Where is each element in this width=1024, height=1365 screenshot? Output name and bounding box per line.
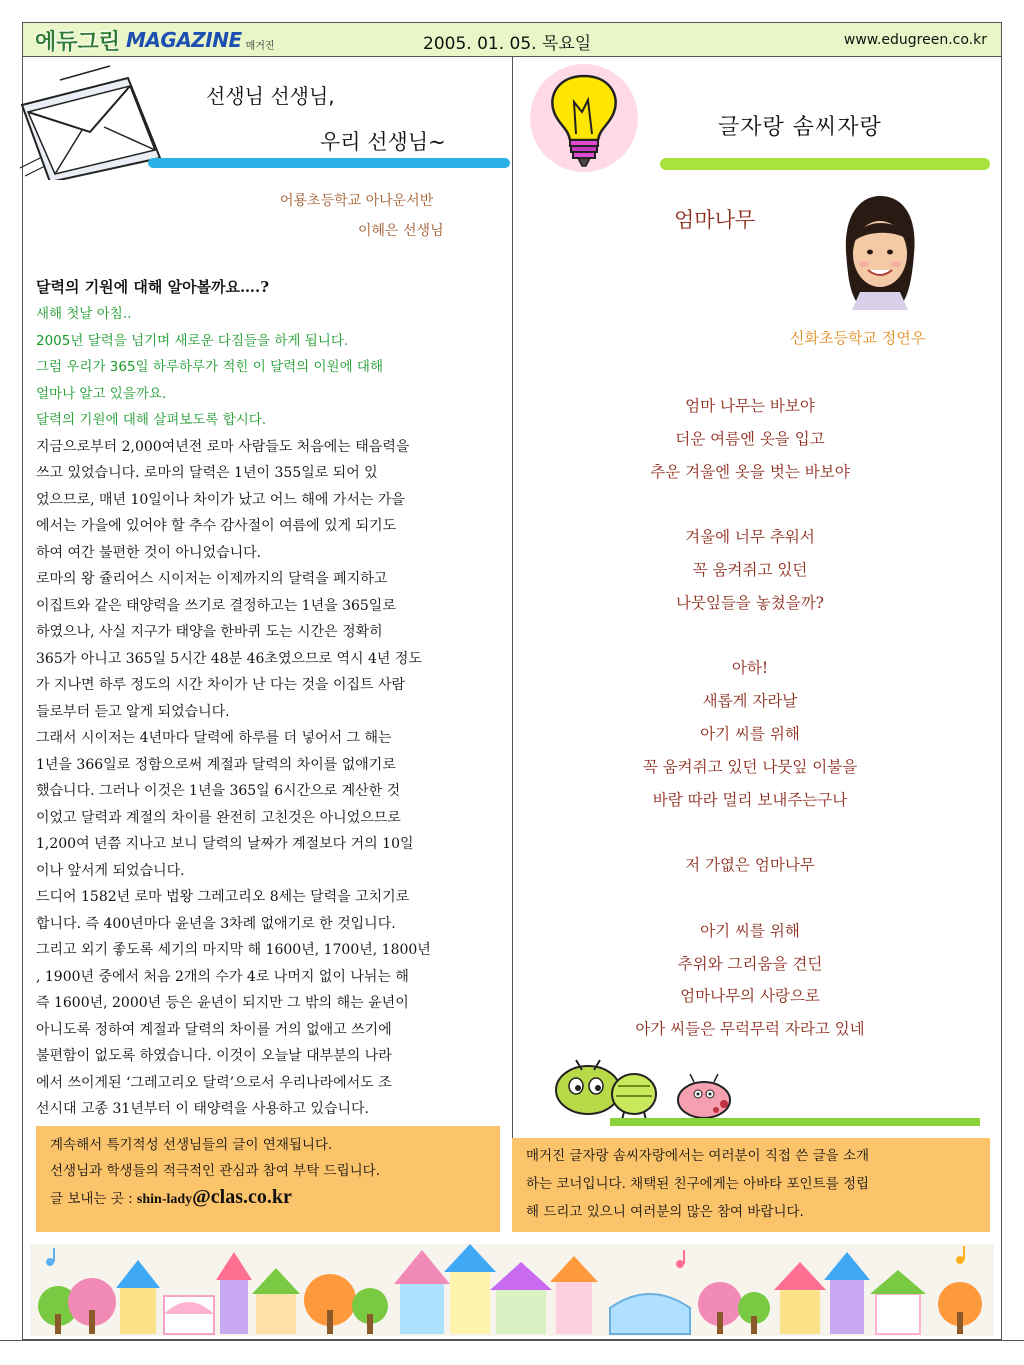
logo-magazine: MAGAZINE [126,28,242,52]
article-title: 달력의 기원에 대해 알아볼까요….? [36,278,270,296]
poem-line: 엄마 나무는 바보야 [685,397,815,415]
poem-line: 더운 여름엔 옷을 입고 [675,429,825,448]
lightbulb-icon [528,62,640,174]
logo-brand: 에듀그린 [35,29,121,55]
teacher-notice-box [36,1126,500,1232]
bottom-rule [0,1340,1024,1341]
body-line: 이었고 달력과 계절의 차이를 완전히 고친것은 아니었으므로 [36,809,401,826]
column-title-line2: 우리 선생님~ [320,130,446,154]
body-line: 했습니다. 그러나 이것은 1년을 365일 6시간으로 계산한 것 [36,783,401,799]
body-line: 에서 쓰이게된 ‘그레고리오 달력’으로서 우리나라에서도 조 [36,1074,392,1091]
poem-line: 엄마나무의 사랑으로 [680,987,820,1006]
body-line: 1년을 366일로 정함으로써 계절과 달력의 차이를 없애기로 [36,756,396,773]
author-name: 이혜은 선생님 [358,223,444,239]
mail-domain[interactable]: @clas.co.kr [192,1186,292,1208]
poem-line: 아가 씨들은 무럭무럭 자라고 있네 [635,1020,865,1039]
body-line: 쓰고 있었습니다. 로마의 달력은 1년이 355일로 되어 있 [36,465,378,481]
intro-line: 얼마나 알고 있을까요. [36,385,167,402]
fairytale-town-banner [30,1244,994,1336]
intro-line: 그럼 우리가 365일 하루하루가 적힌 이 달력의 이원에 대해 [36,359,383,375]
grass-strip [610,1118,980,1126]
body-line: 에서는 가을에 있어야 할 추수 감사절이 여름에 있게 되기도 [36,518,397,534]
poem-line: 꼭 움켜쥐고 있던 나뭇잎 이불을 [642,757,858,776]
site-url[interactable]: www.edugreen.co.kr [843,32,987,48]
body-line: 365가 아니고 365일 5시간 48분 46초였으므로 역시 4년 정도 [36,650,422,667]
body-line: 합니다. 즉 400년마다 윤년을 3차례 없애기로 한 것입니다. [36,915,396,932]
body-line: 그래서 시이저는 4년마다 달력에 하루를 더 넣어서 그 해는 [36,730,392,746]
mail-label: 글 보내는 곳 : [50,1191,137,1207]
body-line: 드디어 1582년 로마 법왕 그레고리오 8세는 달력을 고치기로 [36,889,410,905]
title-underline [148,158,510,168]
body-line: 지금으로부터 2,000여년전 로마 사람들도 처음에는 태음력을 [36,438,410,455]
poem-line: 추위와 그리움을 견딘 [677,954,823,973]
notice-line: 해 드리고 있으니 여러분의 많은 참여 바랍니다. [526,1204,804,1220]
body-line: 가 지나면 하루 정도의 시간 차이가 난 다는 것을 이집트 사람 [36,677,406,693]
body-line: 아니도록 정하여 계절과 달력의 차이를 거의 없애고 쓰기에 [36,1021,392,1038]
notice-line: 계속해서 특기적성 선생님들의 글이 연재됩니다. [50,1137,333,1153]
body-line: 하여 여간 불편한 것이 아니었습니다. [36,544,262,561]
title-underline [660,158,990,170]
intro-line: 새해 첫날 아침.. [36,306,132,322]
poem-line: 아하! [731,659,769,678]
poem-line: 아기 씨를 위해 [700,724,800,743]
column-divider [512,57,513,1149]
poem-line: 꼭 움켜쥐고 있던 [692,560,808,579]
section-title: 글자랑 솜씨자랑 [718,115,882,140]
poem-line [520,620,980,653]
notice-mail [50,1184,486,1213]
poet-name: 신화초등학교 정연우 [790,329,926,347]
intro-line: 달력의 기원에 대해 살펴보도록 합시다. [36,412,267,428]
column-title-line1: 선생님 선생님, [206,84,335,108]
bugs-illustration [548,1046,748,1122]
body-line: 즉 1600년, 2000년 등은 윤년이 되지만 그 밖의 해는 윤년이 [36,995,409,1011]
poem-title: 엄마나무 [674,208,756,232]
notice-line: 하는 코너입니다. 채택된 친구에게는 아바타 포인트를 정립 [526,1176,870,1192]
body-line: , 1900년 중에서 처음 2개의 수가 4로 나머지 없이 나뉘는 해 [36,968,409,985]
student-photo [838,192,922,310]
poem-line: 아기 씨를 위해 [700,921,800,940]
poem-line [520,488,980,521]
body-line: 었으므로, 매년 10일이나 차이가 났고 어느 해에 가서는 가을 [36,491,405,508]
body-line: 들로부터 듣고 알게 되었습니다. [36,703,230,720]
poem-line: 바람 따라 멀리 보내주는구나 [652,790,848,809]
poem-line: 새롭게 자라날 [702,692,798,711]
body-line: 하였으나, 사실 지구가 태양을 한바퀴 도는 시간은 정확히 [36,624,383,640]
poem-line: 저 가엾은 엄마나무 [685,856,815,875]
mail-user[interactable]: shin-lady [136,1192,193,1207]
body-line: 선시대 고종 31년부터 이 태양력을 사용하고 있습니다. [36,1101,369,1117]
contest-notice-box [512,1138,990,1232]
poem-line [520,816,980,849]
body-line: 그리고 외기 좋도록 세기의 마지막 해 1600년, 1700년, 1800년 [36,942,431,958]
poem-line: 나뭇잎들을 놓쳤을까? [676,593,824,612]
body-line: 1,200여 년쯤 지나고 보니 달력의 날짜가 계절보다 거의 10일 [36,836,414,852]
logo-sub: 매거진 [245,40,275,52]
body-line: 불편함이 없도록 하였습니다. 이것이 오늘날 대부분의 나라 [36,1048,392,1064]
issue-date: 2005. 01. 05. 목요일 [423,34,592,54]
poem-body [520,390,980,1046]
intro-line: 2005년 달력을 넘기며 새로운 다짐들을 하게 됩니다. [36,332,349,349]
poem-line [520,882,980,915]
notice-line: 매거진 글자랑 솜씨자랑에서는 여러분이 직접 쓴 글을 소개 [526,1148,870,1164]
article-body [36,301,492,1123]
body-line: 이나 앞서게 되었습니다. [36,862,185,879]
body-line: 이집트와 같은 태양력을 쓰기로 결정하고는 1년을 365일로 [36,597,396,614]
author-school: 어룡초등학교 아나운서반 [280,193,434,209]
poem-line: 겨울에 너무 추워서 [685,528,815,547]
poem-line: 추운 겨울엔 옷을 벗는 바보야 [650,462,850,481]
notice-line: 선생님과 학생들의 적극적인 관심과 참여 부탁 드립니다. [50,1163,380,1179]
body-line: 로마의 왕 쥴리어스 시이저는 이제까지의 달력을 폐지하고 [36,571,388,587]
